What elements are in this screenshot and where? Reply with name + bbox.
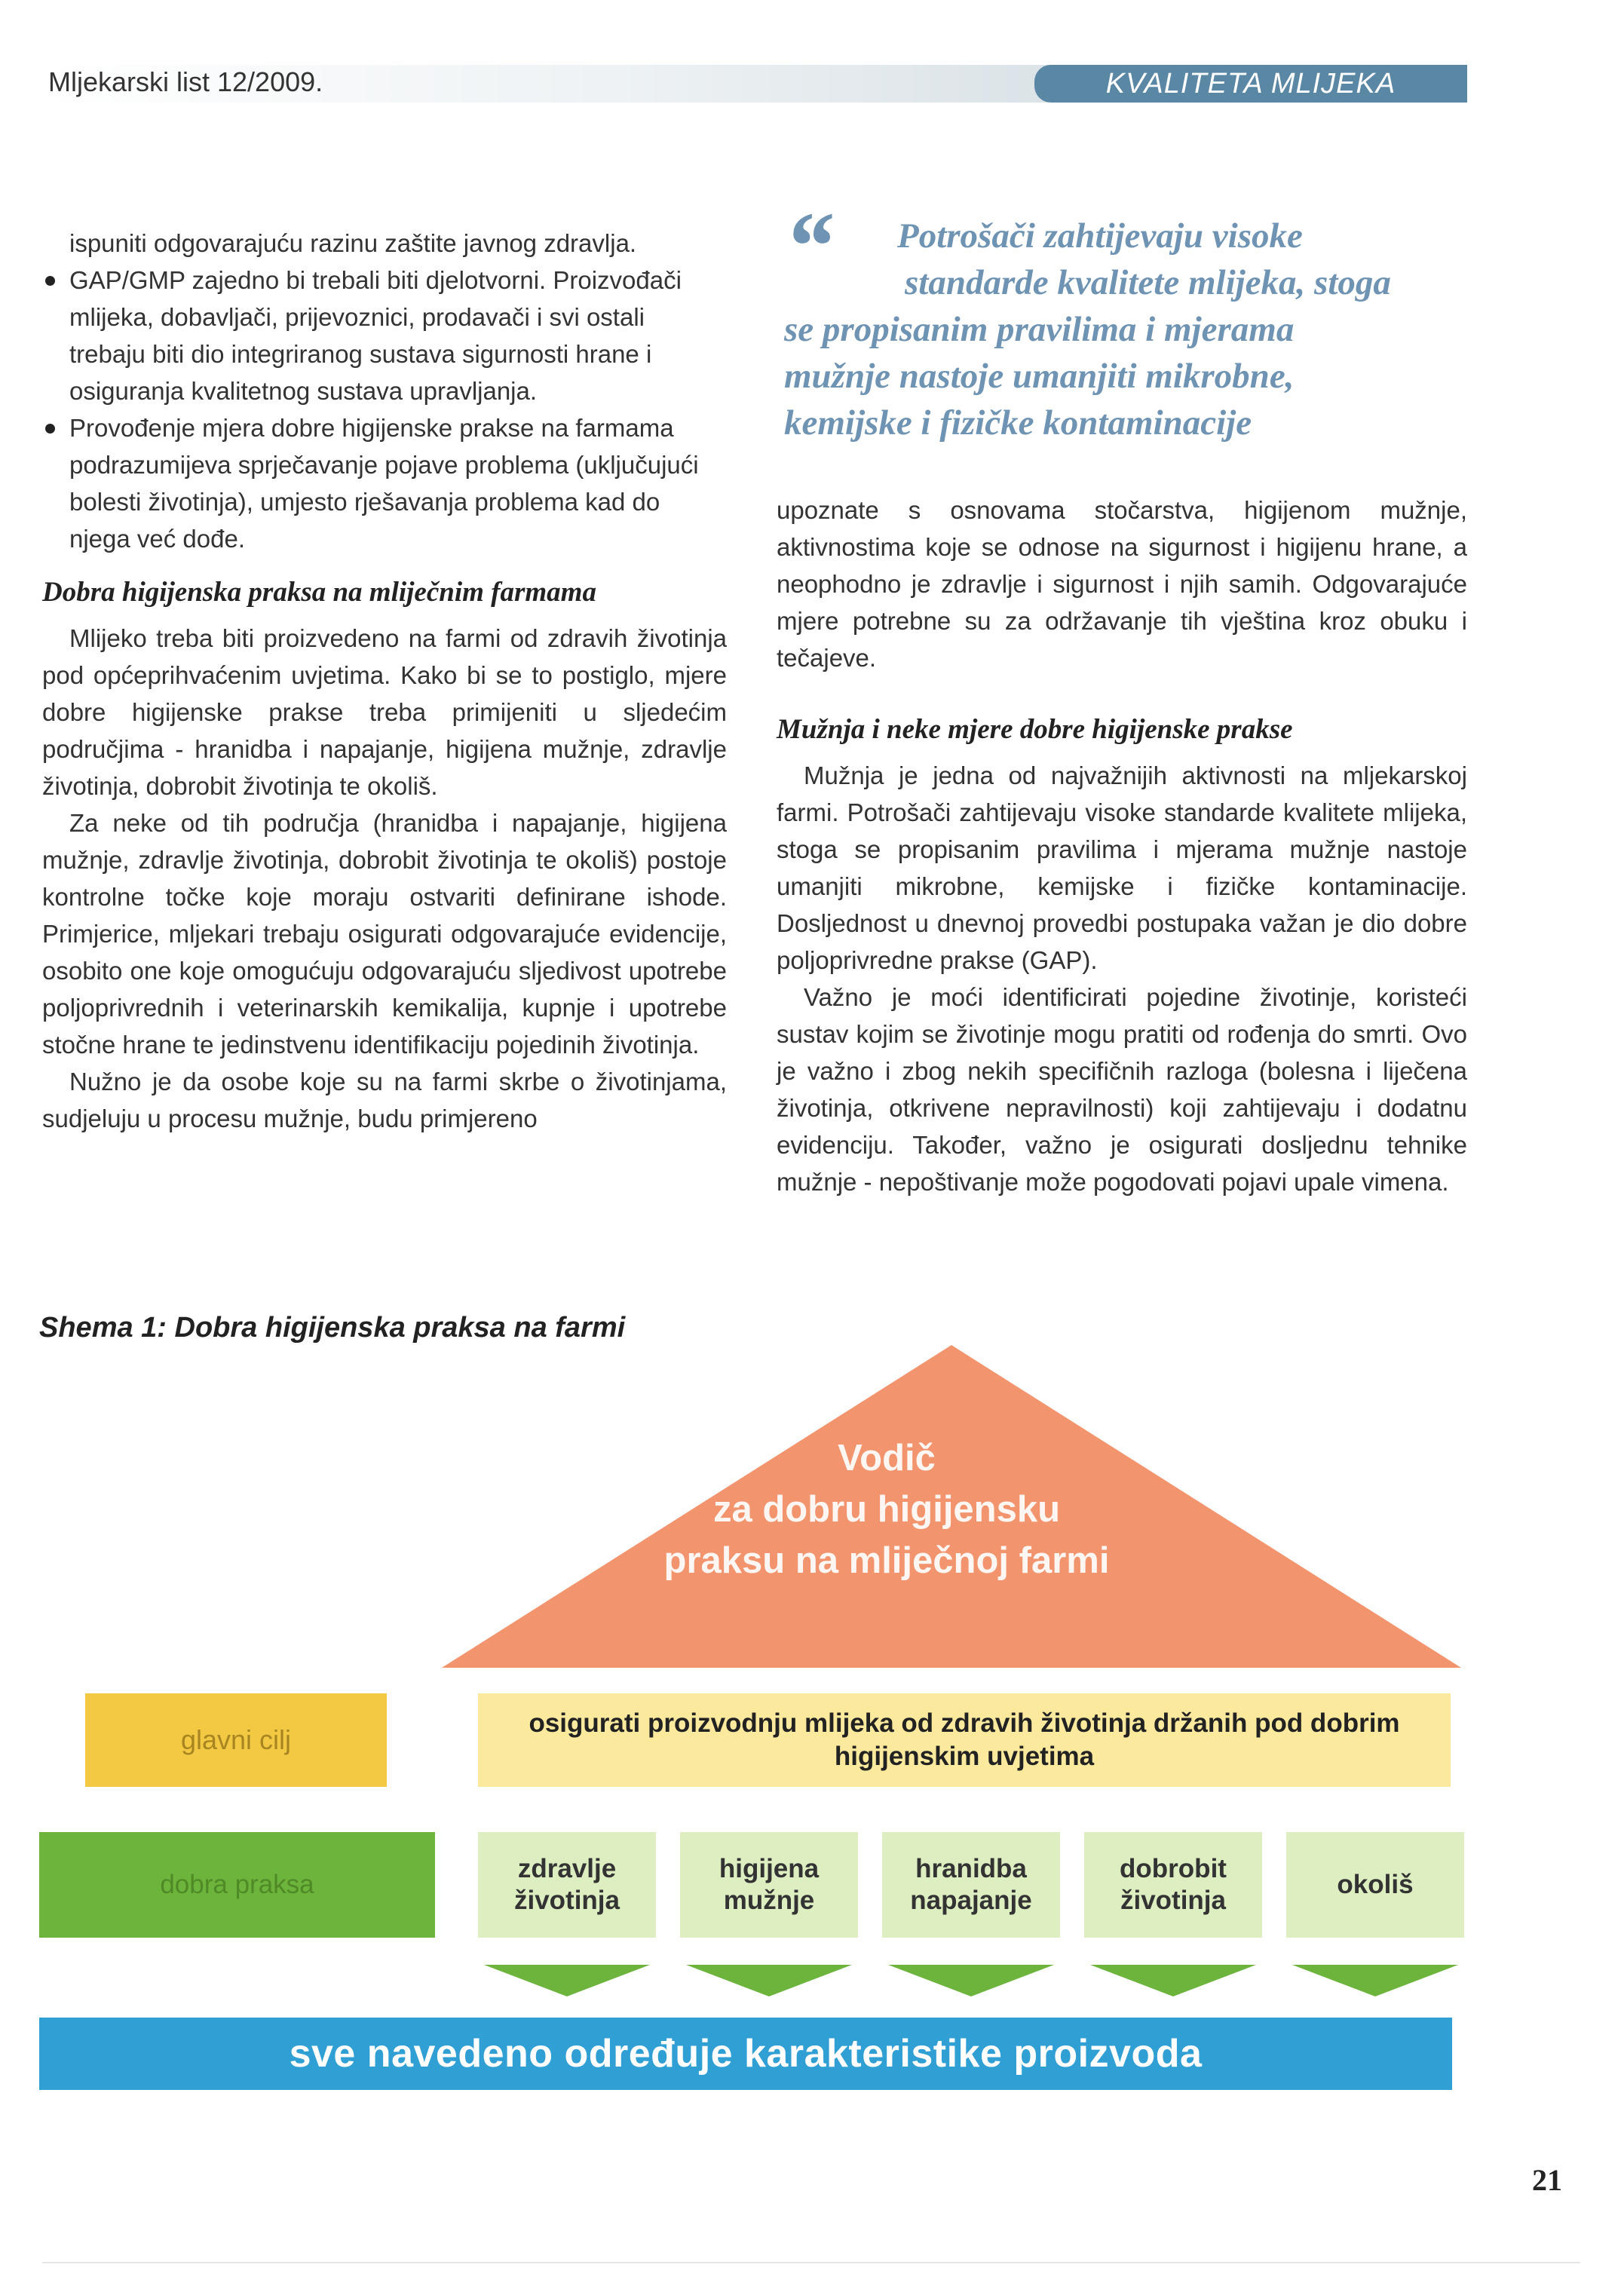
practice-item-environment: okoliš <box>1337 1870 1414 1899</box>
section-heading: Dobra higijenska praksa na mliječnim farmama <box>42 577 596 608</box>
paragraph: upoznate s osnovama stočarstva, higijenom mužnje, aktivnostima koje se odnose na sigurnost i higijenu hrane, a neophodno je zdravlje i sigurnost i njih samih. Odgovarajuće mjere potrebne su za održavanje tih vještina kroz obuku i tečajeve. <box>777 496 1467 672</box>
quote-line: kemijske i fizičke kontaminacije <box>784 403 1252 443</box>
paragraph: Za neke od tih područja (hranidba i napajanje, higijena mužnje, zdravlje životinja, dobrobit životinja te okoliš) postoje kontrolne točke koje moraju ostvariti definirane ishode. Primjerice, mljekari trebaju osigurati odgovarajuće evidencije, osobito one koje omogućuju odgovarajuću sljedivost upotrebe poljoprivrednih i veterinarskih kemikalija, kupnje i upotrebe stočne hrane te jedinstvenu identifikaciju pojedinih životinja. <box>42 809 727 1059</box>
footer-divider <box>42 2262 1580 2263</box>
practice-item-milking-hygiene: higijena mužnje <box>719 1854 820 1915</box>
quote-mark: “ <box>784 192 833 301</box>
page-number: 21 <box>1532 2163 1562 2197</box>
down-arrow-icon <box>686 1965 852 1996</box>
section-title: KVALITETA MLIJEKA <box>1034 65 1467 103</box>
intro-line: ispuniti odgovarajuću razinu zaštite javnog zdravlja. <box>69 229 637 257</box>
pyramid-text <box>645 1432 1128 1586</box>
practice-item-animal-welfare: dobrobit životinja <box>1120 1854 1227 1915</box>
paragraph: Nužno je da osobe koje su na farmi skrbe o životinjama, sudjeluju u procesu mužnje, budu primjereno <box>42 1068 727 1132</box>
quote-line: se propisanim pravilima i mjerama <box>784 310 1295 349</box>
diagram-caption: Shema 1: Dobra higijenska praksa na farmi <box>39 1312 626 1344</box>
quote-line: Potrošači zahtijevaju visoke <box>897 216 1303 256</box>
paragraph: Mužnja je jedna od najvažnijih aktivnosti na mljekarskoj farmi. Potrošači zahtijevaju visoke standarde kvalitete mlijeka, stoga se propisanim pravilima i mjerama mužnje nastoje umanjiti mikrobne, kemijske i fizičke kontaminacije. Dosljednost u dnevnoj provedbi postupaka važan je dio dobre poljoprivredne prakse (GAP). <box>777 761 1467 974</box>
down-arrow-icon <box>1090 1965 1256 1996</box>
paragraph: Mlijeko treba biti proizvedeno na farmi od zdravih životinja pod općeprihvaćenim uvjetima. Kako bi se to postiglo, mjere dobre higijenske prakse treba primijeniti u sljedećim područjima - hranidba i napajanje, higijena mužnje, zdravlje životinja, dobrobit životinja te okoliš. <box>42 624 727 800</box>
section-heading: Mužnja i neke mjere dobre higijenske prakse <box>777 714 1293 745</box>
result-text: sve navedeno određuje karakteristike proizvoda <box>289 2032 1203 2076</box>
publication-title: Mljekarski list 12/2009. <box>48 66 323 97</box>
practice-label: dobra praksa <box>160 1870 314 1899</box>
quote-line: standarde kvalitete mlijeka, stoga <box>905 263 1391 302</box>
bullet-item: Provođenje mjera dobre higijenske prakse na farmama podrazumijeva sprječavanje pojave problema (uključujući bolesti životinja), umjesto rješavanja problema kad do njega već dođe. <box>42 409 727 557</box>
pyramid-line: praksu na mliječnoj farmi <box>663 1540 1110 1581</box>
goal-label: glavni cilj <box>180 1724 292 1755</box>
pyramid-line: Vodič <box>838 1438 936 1478</box>
down-arrow-icon <box>1292 1965 1458 1996</box>
pyramid-line: za dobru higijensku <box>712 1489 1061 1530</box>
practice-item-animal-health: zdravlje životinja <box>513 1854 620 1915</box>
down-arrow-icon <box>484 1965 650 1996</box>
quote-line: mužnje nastoje umanjiti mikrobne, <box>784 357 1295 396</box>
paragraph: Važno je moći identificirati pojedine životinje, koristeći sustav kojim se životinje mogu pratiti od rođenja do smrti. Ovo je važno i zbog nekih specifičnih razloga (bolesna i liječena životinja, otkrivene nepravilnosti) koji zahtijevaju i dodatnu evidenciju. Također, važno je osigurati dosljednu tehnike mužnje - nepoštivanje može pogodovati pojavi upale vimena. <box>777 983 1467 1196</box>
down-arrow-icon <box>888 1965 1054 1996</box>
bullet-item: GAP/GMP zajedno bi trebali biti djelotvorni. Proizvođači mlijeka, dobavljači, prijevoznici, prodavači i svi ostali trebaju biti dio integriranog sustava sigurnosti hrane i osiguranja kvalitetnog sustava upravljanja. <box>42 262 727 409</box>
practice-item-feeding-watering: hranidba napajanje <box>910 1854 1032 1915</box>
goal-text: osigurati proizvodnju mlijeka od zdravih životinja držanih pod dobrim higijenskim uvjetima <box>529 1708 1400 1771</box>
